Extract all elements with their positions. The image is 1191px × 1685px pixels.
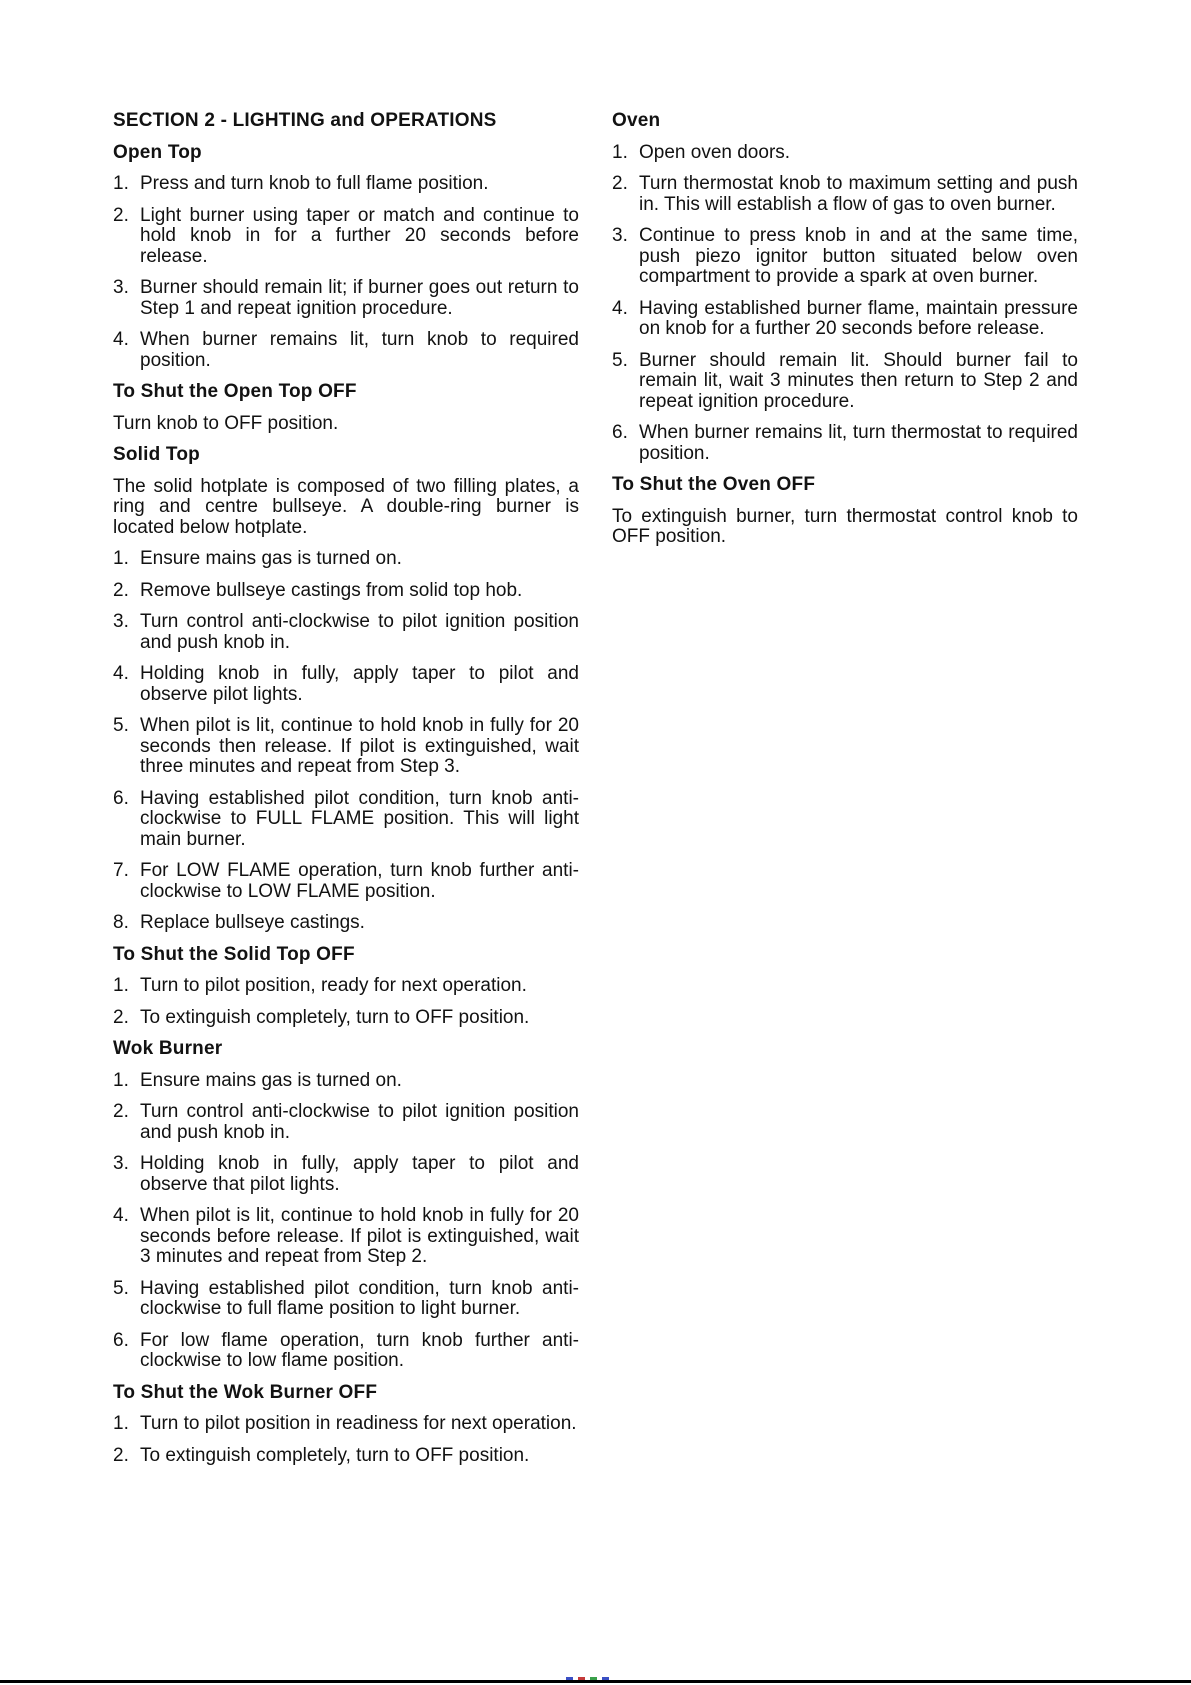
item-number: 3. xyxy=(113,611,129,632)
item-number: 1. xyxy=(113,1413,129,1434)
item-text: Ensure mains gas is turned on. xyxy=(140,1069,402,1091)
item-number: 3. xyxy=(113,1153,129,1174)
item-text: Turn control anti-clockwise to pilot ignition position and push knob in. xyxy=(140,611,579,653)
item-text: Turn to pilot position in readiness for next operation. xyxy=(140,1413,577,1434)
item-number: 1. xyxy=(612,141,628,163)
item-text: Continue to press knob in and at the same time, push piezo ignitor button situated below oven compartment to provide a spark at oven burner. xyxy=(639,225,1078,287)
item-number: 3. xyxy=(612,225,628,246)
left-column xyxy=(113,111,579,1477)
numbered-item xyxy=(113,174,579,195)
micro-print-mark xyxy=(590,1677,597,1680)
numbered-item xyxy=(113,716,579,778)
micro-print-mark xyxy=(578,1677,585,1680)
item-number: 2. xyxy=(612,173,628,194)
item-number: 1. xyxy=(113,975,129,996)
subsection-heading: Solid Top xyxy=(113,444,200,465)
item-text: Burner should remain lit. Should burner fail to remain lit, wait 3 minutes then return to Step 2 and repeat ignition procedure. xyxy=(639,349,1078,412)
numbered-item xyxy=(113,549,579,570)
item-text: When burner remains lit, turn thermostat to required position. xyxy=(639,422,1078,464)
item-text: Press and turn knob to full flame position. xyxy=(140,173,489,194)
numbered-item xyxy=(113,1446,579,1467)
item-text: Having established pilot condition, turn knob anti-clockwise to full flame position to light burner. xyxy=(140,1277,579,1319)
item-number: 6. xyxy=(113,787,129,809)
numbered-item xyxy=(113,581,579,602)
numbered-item xyxy=(113,278,579,319)
numbered-item xyxy=(113,913,579,934)
item-text: Turn to pilot position, ready for next operation. xyxy=(140,975,527,996)
item-number: 7. xyxy=(113,860,129,881)
numbered-item xyxy=(113,1414,579,1435)
subsection-heading: To Shut the Wok Burner OFF xyxy=(113,1381,378,1403)
item-text: Replace bullseye castings. xyxy=(140,912,365,933)
numbered-item xyxy=(113,206,579,268)
numbered-item xyxy=(113,1071,579,1092)
item-number: 1. xyxy=(113,548,129,569)
item-number: 2. xyxy=(113,579,129,601)
item-text: Ensure mains gas is turned on. xyxy=(140,548,402,569)
numbered-item xyxy=(612,299,1078,340)
item-number: 6. xyxy=(612,422,628,443)
item-number: 6. xyxy=(113,1329,129,1351)
item-number: 2. xyxy=(113,1101,129,1122)
item-number: 1. xyxy=(113,173,129,194)
item-text: Light burner using taper or match and continue to hold knob in for a further 20 seconds before release. xyxy=(140,204,579,267)
item-text: Burner should remain lit; if burner goes out return to Step 1 and repeat ignition procedure. xyxy=(140,277,579,319)
micro-print-mark xyxy=(566,1677,573,1680)
item-number: 4. xyxy=(113,329,129,350)
subsection-heading: To Shut the Oven OFF xyxy=(612,474,816,495)
item-text: To extinguish completely, turn to OFF position. xyxy=(140,1006,530,1028)
numbered-item xyxy=(113,789,579,851)
numbered-item xyxy=(113,976,579,997)
paragraph: Turn knob to OFF position. xyxy=(113,412,339,434)
numbered-item xyxy=(113,1331,579,1372)
numbered-item xyxy=(113,1008,579,1029)
item-text: Turn thermostat knob to maximum setting and push in. This will establish a flow of gas to oven burner. xyxy=(639,173,1078,215)
numbered-item xyxy=(612,226,1078,288)
numbered-item xyxy=(113,861,579,902)
item-text: When pilot is lit, continue to hold knob in fully for 20 seconds before release. If pilot is extinguished, wait 3 minutes and repeat from Step 2. xyxy=(140,1205,579,1267)
right-column xyxy=(612,111,1078,559)
numbered-item xyxy=(612,174,1078,215)
item-text: To extinguish completely, turn to OFF position. xyxy=(140,1444,530,1466)
item-number: 3. xyxy=(113,277,129,298)
item-text: Having established burner flame, maintain pressure on knob for a further 20 seconds before release. xyxy=(639,297,1078,339)
micro-print-mark xyxy=(602,1677,609,1680)
item-text: Holding knob in fully, apply taper to pilot and observe pilot lights. xyxy=(140,663,579,705)
subsection-heading: Oven xyxy=(612,110,661,131)
item-text: When burner remains lit, turn knob to required position. xyxy=(140,329,579,371)
item-number: 8. xyxy=(113,912,129,933)
item-text: Having established pilot condition, turn knob anti-clockwise to FULL FLAME position. This will light main burner. xyxy=(140,787,579,850)
item-number: 2. xyxy=(113,1444,129,1466)
numbered-item xyxy=(113,1206,579,1268)
item-text: Holding knob in fully, apply taper to pilot and observe that pilot lights. xyxy=(140,1153,579,1195)
item-number: 5. xyxy=(113,1277,129,1299)
numbered-item xyxy=(113,330,579,371)
item-number: 4. xyxy=(612,297,628,319)
item-text: For low flame operation, turn knob further anti-clockwise to low flame position. xyxy=(140,1329,579,1371)
section-title: SECTION 2 - LIGHTING and OPERATIONS xyxy=(113,110,497,131)
numbered-item xyxy=(113,1154,579,1195)
subsection-heading: To Shut the Open Top OFF xyxy=(113,381,357,402)
numbered-item xyxy=(113,1279,579,1320)
item-number: 4. xyxy=(113,1205,129,1226)
item-text: Remove bullseye castings from solid top hob. xyxy=(140,579,523,601)
item-text: Open oven doors. xyxy=(639,141,791,163)
numbered-item xyxy=(612,143,1078,164)
numbered-item xyxy=(113,612,579,653)
item-text: When pilot is lit, continue to hold knob in fully for 20 seconds then release. If pilot is extinguished, wait three minutes and repeat from Step 3. xyxy=(140,715,579,777)
subsection-heading: Wok Burner xyxy=(113,1038,223,1059)
subsection-heading: Open Top xyxy=(113,141,202,163)
item-text: Turn control anti-clockwise to pilot ignition position and push knob in. xyxy=(140,1101,579,1143)
numbered-item xyxy=(113,664,579,705)
item-number: 1. xyxy=(113,1069,129,1091)
item-number: 2. xyxy=(113,1006,129,1028)
item-number: 5. xyxy=(113,715,129,736)
item-number: 2. xyxy=(113,204,129,226)
item-number: 4. xyxy=(113,663,129,684)
paragraph: To extinguish burner, turn thermostat control knob to OFF position. xyxy=(612,505,1078,547)
subsection-heading: To Shut the Solid Top OFF xyxy=(113,943,355,965)
numbered-item xyxy=(113,1102,579,1143)
numbered-item xyxy=(612,423,1078,464)
footer-micro-print-marks xyxy=(566,1677,609,1681)
numbered-item xyxy=(612,351,1078,413)
item-text: For LOW FLAME operation, turn knob further anti-clockwise to LOW FLAME position. xyxy=(140,860,579,902)
item-number: 5. xyxy=(612,349,628,371)
paragraph: The solid hotplate is composed of two filling plates, a ring and centre bullseye. A double-ring burner is located below hotplate. xyxy=(113,475,579,538)
